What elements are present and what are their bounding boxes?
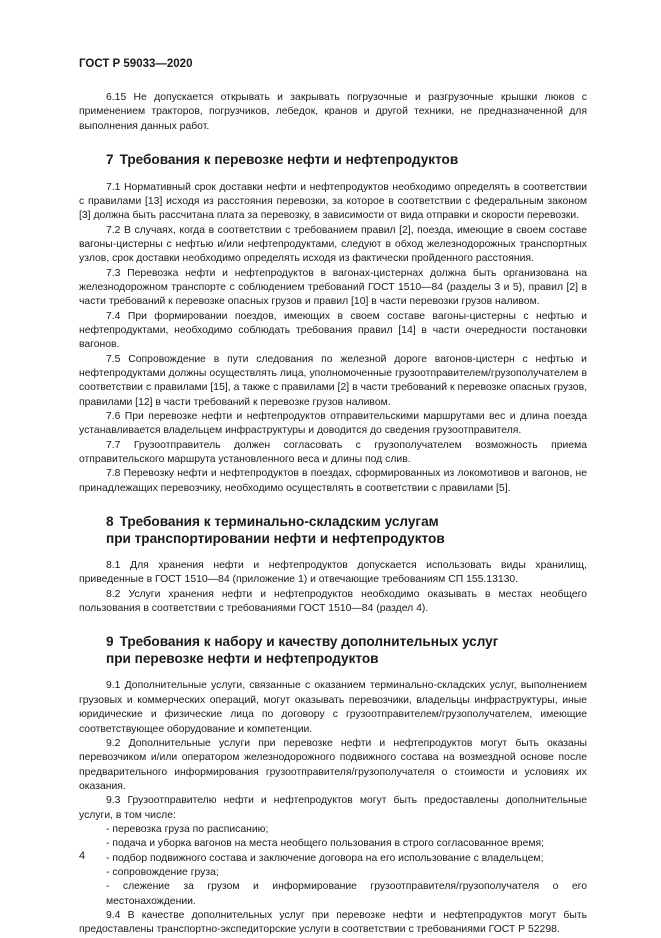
section-title-line2: при транспортировании нефти и нефтепродуктов <box>106 530 445 546</box>
section-number: 8 <box>106 514 114 530</box>
section-title: Требования к перевозке нефти и нефтепродуктов <box>119 152 459 168</box>
paragraph-7-2: 7.2 В случаях, когда в соответствии с требованием правил [2], поезда, имеющие в своем составе вагоны-цистерны с нефтью и/или нефтепродуктами, следуют в обход железнодорожных транспортных узлов, срок доставки необходимо определять исходя из фактически пройденного расстояния. <box>79 224 587 265</box>
paragraph-7-3: 7.3 Перевозка нефти и нефтепродуктов в вагонах-цистернах должна быть организована на железнодорожном транспорте с соблюдением требований ГОСТ 1510—84 (разделы 3 и 5), правил [2] в части требований к перевозке опасных грузов и правил [10] в части перевозки грузов наливом. <box>79 267 587 308</box>
paragraph-8-2: 8.2 Услуги хранения нефти и нефтепродуктов необходимо оказывать в местах необщего пользования в соответствии с требованиями ГОСТ 1510—84 (раздел 4). <box>79 588 587 615</box>
list-item: - сопровождение груза; <box>79 866 587 880</box>
paragraph-9-1: 9.1 Дополнительные услуги, связанные с оказанием терминально-складских услуг, выполнением грузовых и коммерческих операций, могут оказывать перевозчики, владельцы инфраструктуры, иные юридические и физические лица по договору с грузоотправителем/грузополучателем, имеющие соответствующее оборудование и компетенции. <box>79 680 587 735</box>
section-title-line1: Требования к терминально-складским услугам <box>119 514 439 530</box>
page-number: 4 <box>79 850 86 862</box>
section-7-heading <box>79 152 587 169</box>
paragraph-7-1: 7.1 Нормативный срок доставки нефти и нефтепродуктов необходимо определять в соответствии с правилами [13] исходя из расстояния перевозки, за которое в соответствии с федеральным законом [3] должна быть рассчитана плата за перевозку, в зависимости от вида отправки и скорости перевозки. <box>79 181 587 222</box>
page-content <box>79 91 587 938</box>
paragraph-8-1: 8.1 Для хранения нефти и нефтепродуктов допускается использовать виды хранилищ, приведенные в ГОСТ 1510—84 (приложение 1) и отвечающие требованиям СП 155.13130. <box>79 560 587 586</box>
paragraph-7-5: 7.5 Сопровождение в пути следования по железной дороге вагонов-цистерн с нефтью и нефтепродуктами должны осуществлять лица, уполномоченные грузоотправителем/грузополучателем в соответствии с правилами [15], а также с правилами [2] в части требований к перевозке опасных грузов, правилами [12] в части требований к перевозке грузов наливом. <box>79 353 587 408</box>
list-item: - подбор подвижного состава и заключение договора на его использование с владельцем; <box>79 852 587 866</box>
section-8-heading <box>79 514 587 547</box>
services-list <box>79 823 587 909</box>
paragraph-9-3: 9.3 Грузоотправителю нефти и нефтепродуктов могут быть предоставлены дополнительные услуги, в том числе: <box>79 795 587 821</box>
paragraph-7-4: 7.4 При формировании поездов, имеющих в своем составе вагоны-цистерны с нефтью и нефтепродуктами, необходимо соблюдать требования правил [14] в части очередности постановки вагонов. <box>79 310 587 351</box>
section-title-line1: Требования к набору и качеству дополнительных услуг <box>119 634 499 650</box>
paragraph-7-7: 7.7 Грузоотправитель должен согласовать с грузополучателем возможность приема отправительского маршрута установленного веса и длины под слив. <box>79 439 587 466</box>
section-title-line2: при перевозке нефти и нефтепродуктов <box>106 650 379 666</box>
paragraph-6-15: 6.15 Не допускается открывать и закрывать погрузочные и разгрузочные крышки люков с применением тракторов, погрузчиков, лебедок, кранов и другой техники, не предназначенной для выполнения данных работ. <box>79 92 587 132</box>
paragraph-7-6: 7.6 При перевозке нефти и нефтепродуктов отправительскими маршрутами вес и длина поезда устанавливается владельцем инфраструктуры и доводится до сведения грузоотправителя. <box>79 411 587 437</box>
list-item: - перевозка груза по расписанию; <box>79 823 587 837</box>
paragraph-9-4: 9.4 В качестве дополнительных услуг при перевозке нефти и нефтепродуктов могут быть предоставлены транспортно-экспедиторские услуги в соответствии с требованиями ГОСТ Р 52298. <box>79 909 587 936</box>
section-number: 9 <box>106 634 114 650</box>
section-9-heading <box>79 634 587 667</box>
document-header: ГОСТ Р 59033—2020 <box>79 58 193 70</box>
list-item: - слежение за грузом и информирование грузоотправителя/грузополучателя о его местонахождении. <box>79 880 587 909</box>
section-number: 7 <box>106 152 114 168</box>
list-item: - подача и уборка вагонов на места необщего пользования в строго согласованное время; <box>79 837 587 851</box>
paragraph-9-2: 9.2 Дополнительные услуги при перевозке нефти и нефтепродуктов могут быть оказаны перевозчиком и/или оператором железнодорожного подвижного состава на возмездной основе после предварительного информирования грузоотправителя/грузополучателя о стоимости и условиях их оказания. <box>79 737 587 792</box>
paragraph-7-8: 7.8 Перевозку нефти и нефтепродуктов в поездах, сформированных из локомотивов и вагонов, не принадлежащих перевозчику, необходимо осуществлять в соответствии с правилами [5]. <box>79 468 587 494</box>
